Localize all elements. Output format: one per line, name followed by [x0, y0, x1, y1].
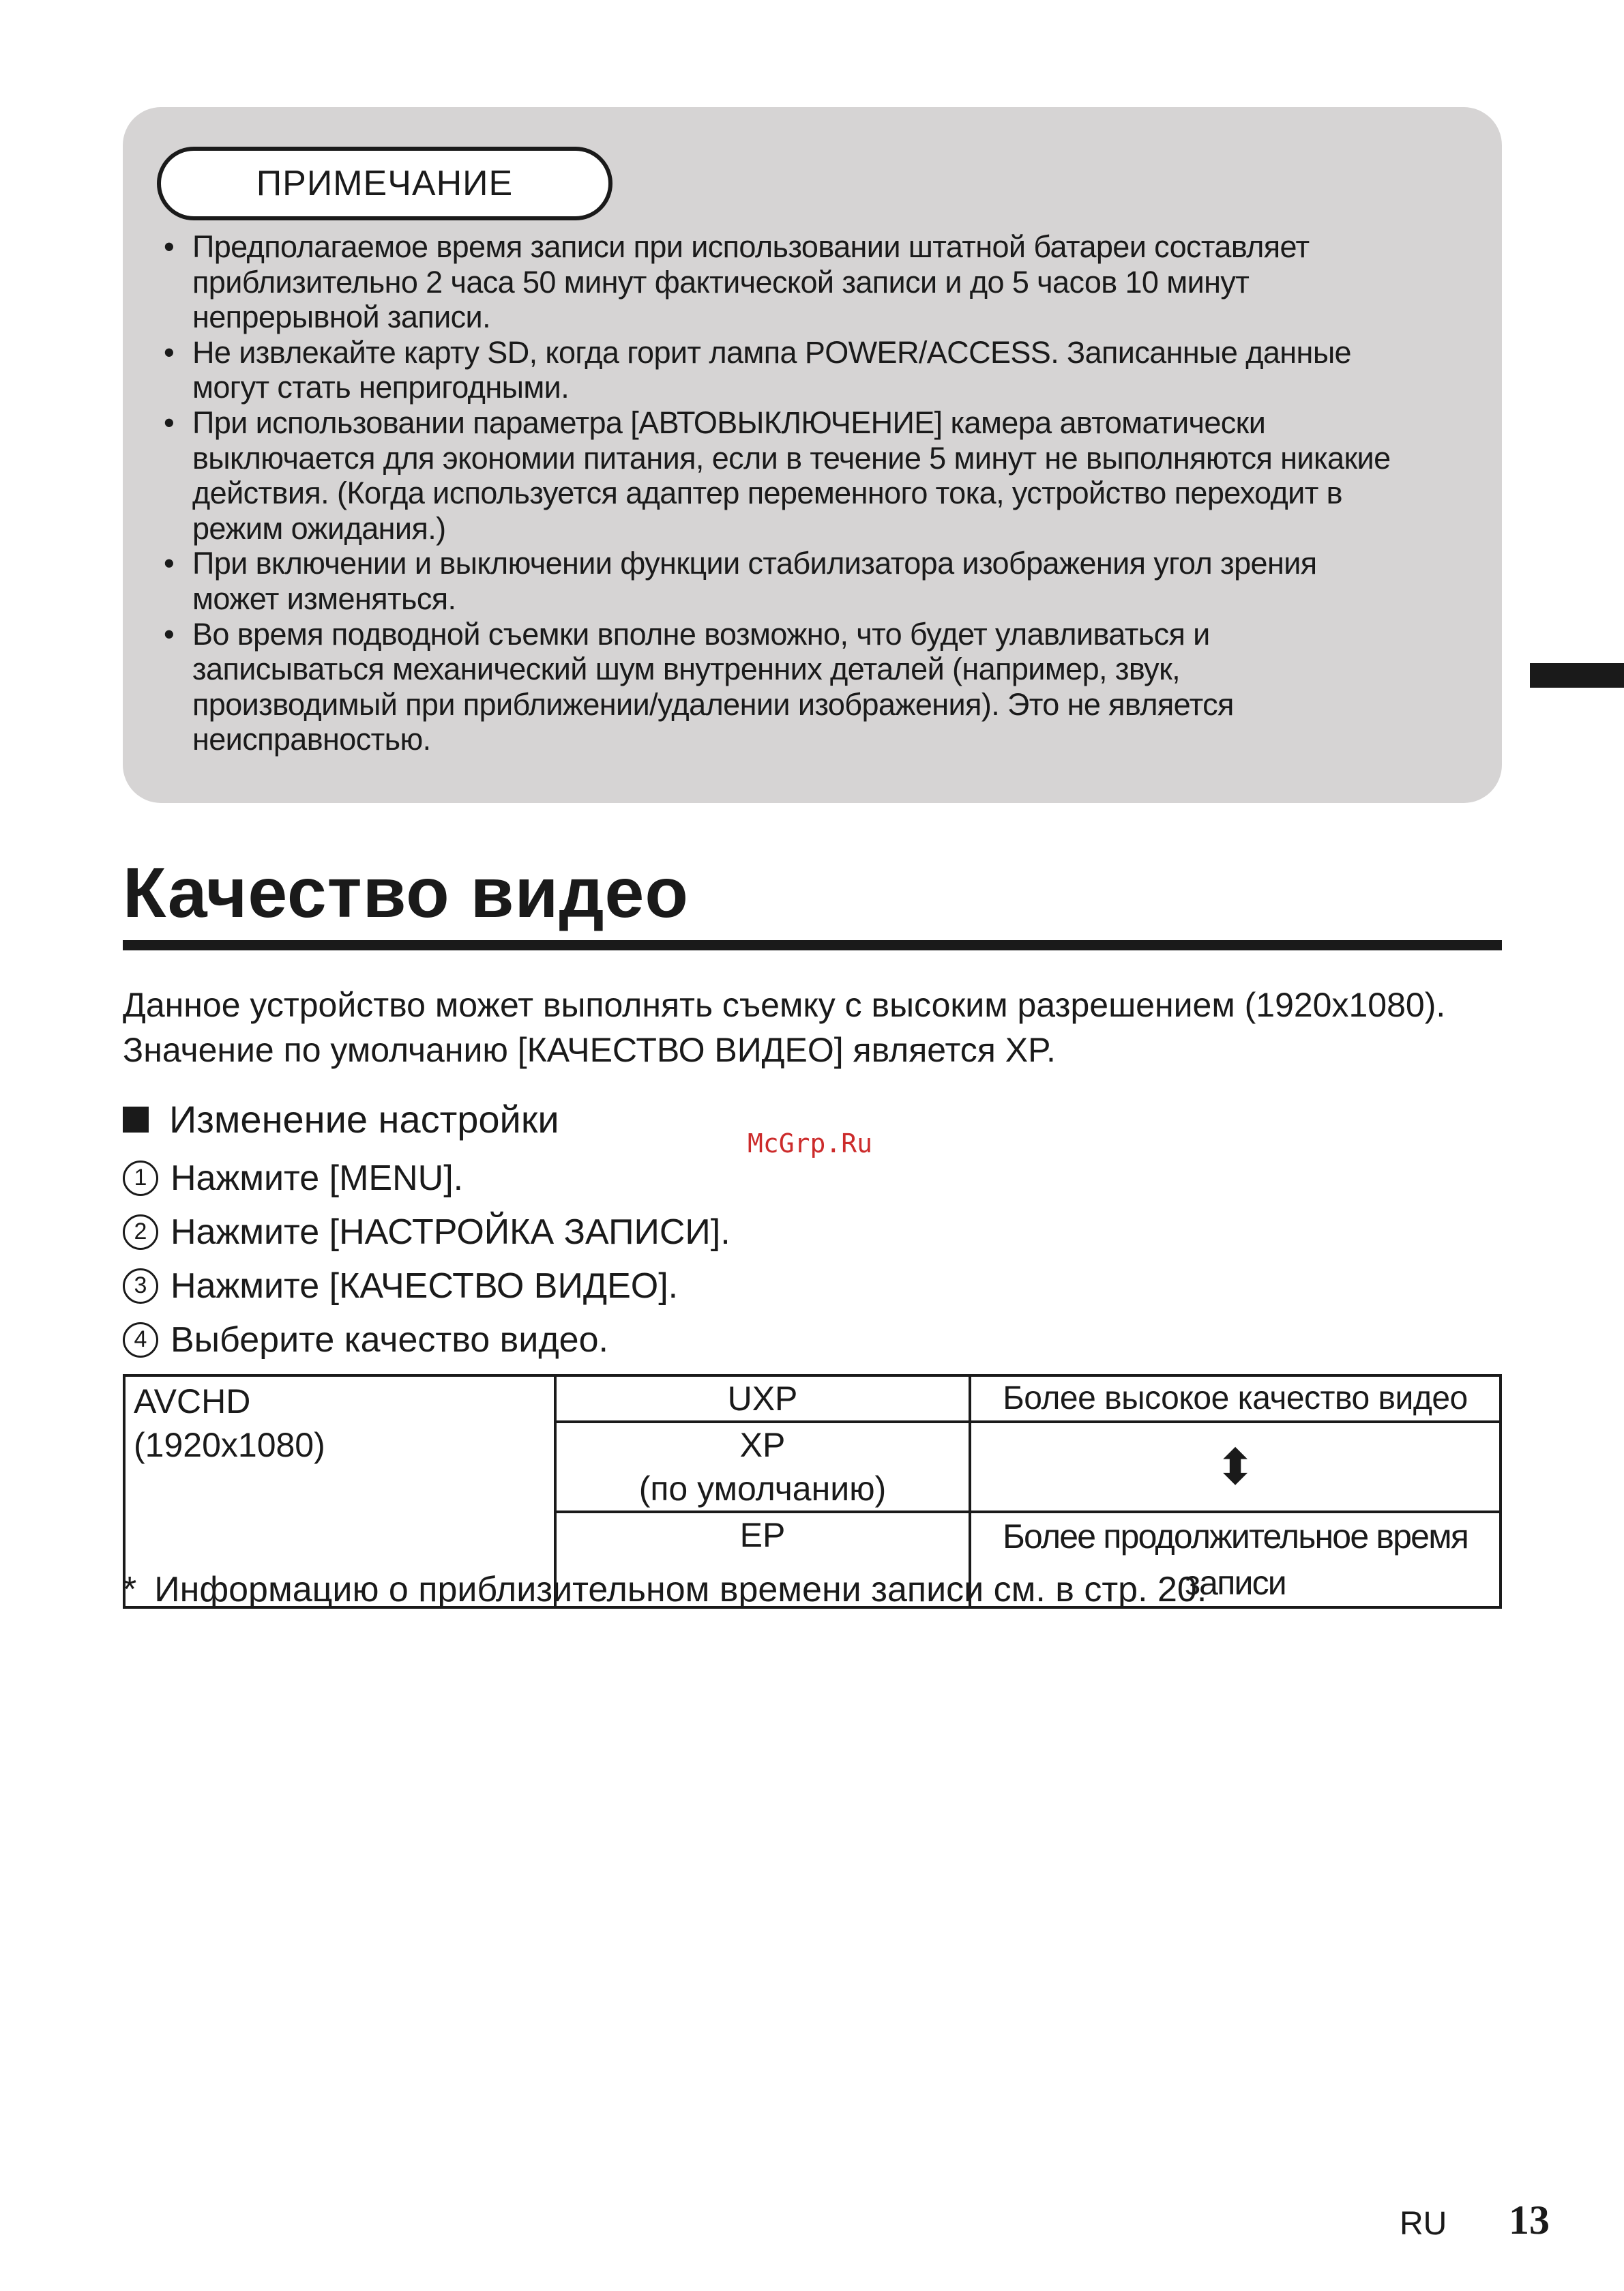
note-line: Во время подводной съемки вполне возможно, что будет улавливаться и	[192, 616, 1210, 652]
step-item	[123, 1259, 730, 1313]
page-number: 13	[1509, 2198, 1550, 2243]
intro-line: Данное устройство может выполнять съемку с высоким разрешением (1920x1080).	[123, 986, 1446, 1024]
step-number-icon: 3	[123, 1268, 158, 1304]
note-label: ПРИМЕЧАНИЕ	[157, 147, 612, 220]
watermark: McGrp.Ru	[748, 1128, 873, 1158]
bullet-icon: •	[164, 616, 175, 652]
mode-cell-xp	[555, 1422, 970, 1512]
step-text: Нажмите [НАСТРОЙКА ЗАПИСИ].	[171, 1212, 730, 1252]
step-number-icon: 1	[123, 1161, 158, 1196]
table-row	[124, 1375, 1501, 1422]
step-number-icon: 2	[123, 1214, 158, 1250]
note-line: выключается для экономии питания, если в течение 5 минут не выполняются никакие	[192, 440, 1391, 476]
note-line: приблизительно 2 часа 50 минут фактической записи и до 5 часов 10 минут	[192, 264, 1250, 300]
step-item	[123, 1313, 730, 1367]
note-line: непрерывной записи.	[192, 300, 490, 335]
desc-cell-high	[970, 1375, 1501, 1422]
note-line: записываться механический шум внутренних деталей (например, звук,	[192, 652, 1181, 687]
subheading-text: Изменение настройки	[169, 1098, 559, 1141]
desc-cell-low: Более продолжительное время записи	[970, 1512, 1501, 1607]
subheading	[123, 1097, 559, 1141]
footnote-marker: *	[123, 1570, 137, 1609]
note-item	[158, 335, 1481, 405]
bullet-icon: •	[164, 546, 175, 581]
steps-list	[123, 1151, 730, 1367]
bullet-icon: •	[164, 229, 175, 264]
note-item	[158, 229, 1481, 335]
note-line: производимый при приближении/удалении изображения). Это не является	[192, 686, 1234, 722]
note-line: могут стать непригодными.	[192, 370, 570, 405]
step-text: Нажмите [MENU].	[171, 1158, 464, 1198]
intro-line: Значение по умолчанию [КАЧЕСТВО ВИДЕО] является XP.	[123, 1031, 1056, 1069]
format-resolution: (1920x1080)	[134, 1426, 325, 1464]
note-item	[158, 405, 1481, 546]
note-line: Не извлекайте карту SD, когда горит лампа POWER/ACCESS. Записанные данные	[192, 334, 1351, 370]
page-language: RU	[1400, 2206, 1447, 2242]
mode-label: EP	[739, 1516, 786, 1554]
mode-default-note: (по умолчанию)	[638, 1470, 887, 1508]
square-bullet-icon	[123, 1107, 149, 1133]
note-line: При использовании параметра [АВТОВЫКЛЮЧЕНИЕ] камера автоматически	[192, 405, 1266, 440]
step-text: Нажмите [КАЧЕСТВО ВИДЕО].	[171, 1266, 679, 1306]
bullet-icon: •	[164, 405, 175, 440]
note-item	[158, 617, 1481, 757]
note-line: действия. (Когда используется адаптер переменного тока, устройство переходит в	[192, 476, 1342, 511]
side-tab-marker	[1530, 663, 1624, 688]
intro-paragraph	[123, 982, 1487, 1072]
higher-quality-label: Более высокое качество видео	[1003, 1380, 1468, 1416]
footnote-text: Информацию о приблизительном времени записи см. в стр. 20.	[154, 1570, 1207, 1609]
note-line: режим ожидания.)	[192, 510, 446, 546]
format-name: AVCHD	[134, 1382, 251, 1420]
bullet-icon: •	[164, 334, 175, 370]
note-item	[158, 546, 1481, 616]
note-line: Предполагаемое время записи при использовании штатной батареи составляет	[192, 229, 1310, 264]
step-item	[123, 1205, 730, 1259]
note-line: может изменяться.	[192, 581, 456, 616]
step-item	[123, 1151, 730, 1205]
step-text: Выберите качество видео.	[171, 1319, 608, 1360]
up-down-arrow-icon: ⬍	[1214, 1440, 1256, 1495]
section-title: Качество видео	[123, 853, 689, 933]
note-line: При включении и выключении функции стабилизатора изображения угол зрения	[192, 546, 1317, 581]
mode-label: UXP	[727, 1380, 798, 1418]
arrow-cell	[970, 1422, 1501, 1512]
mode-label: XP	[739, 1426, 786, 1464]
mode-cell-uxp	[555, 1375, 970, 1422]
footnote	[123, 1566, 1207, 1613]
note-list	[158, 229, 1481, 757]
note-line: неисправностью.	[192, 722, 431, 757]
step-number-icon: 4	[123, 1322, 158, 1358]
title-rule	[123, 940, 1502, 950]
